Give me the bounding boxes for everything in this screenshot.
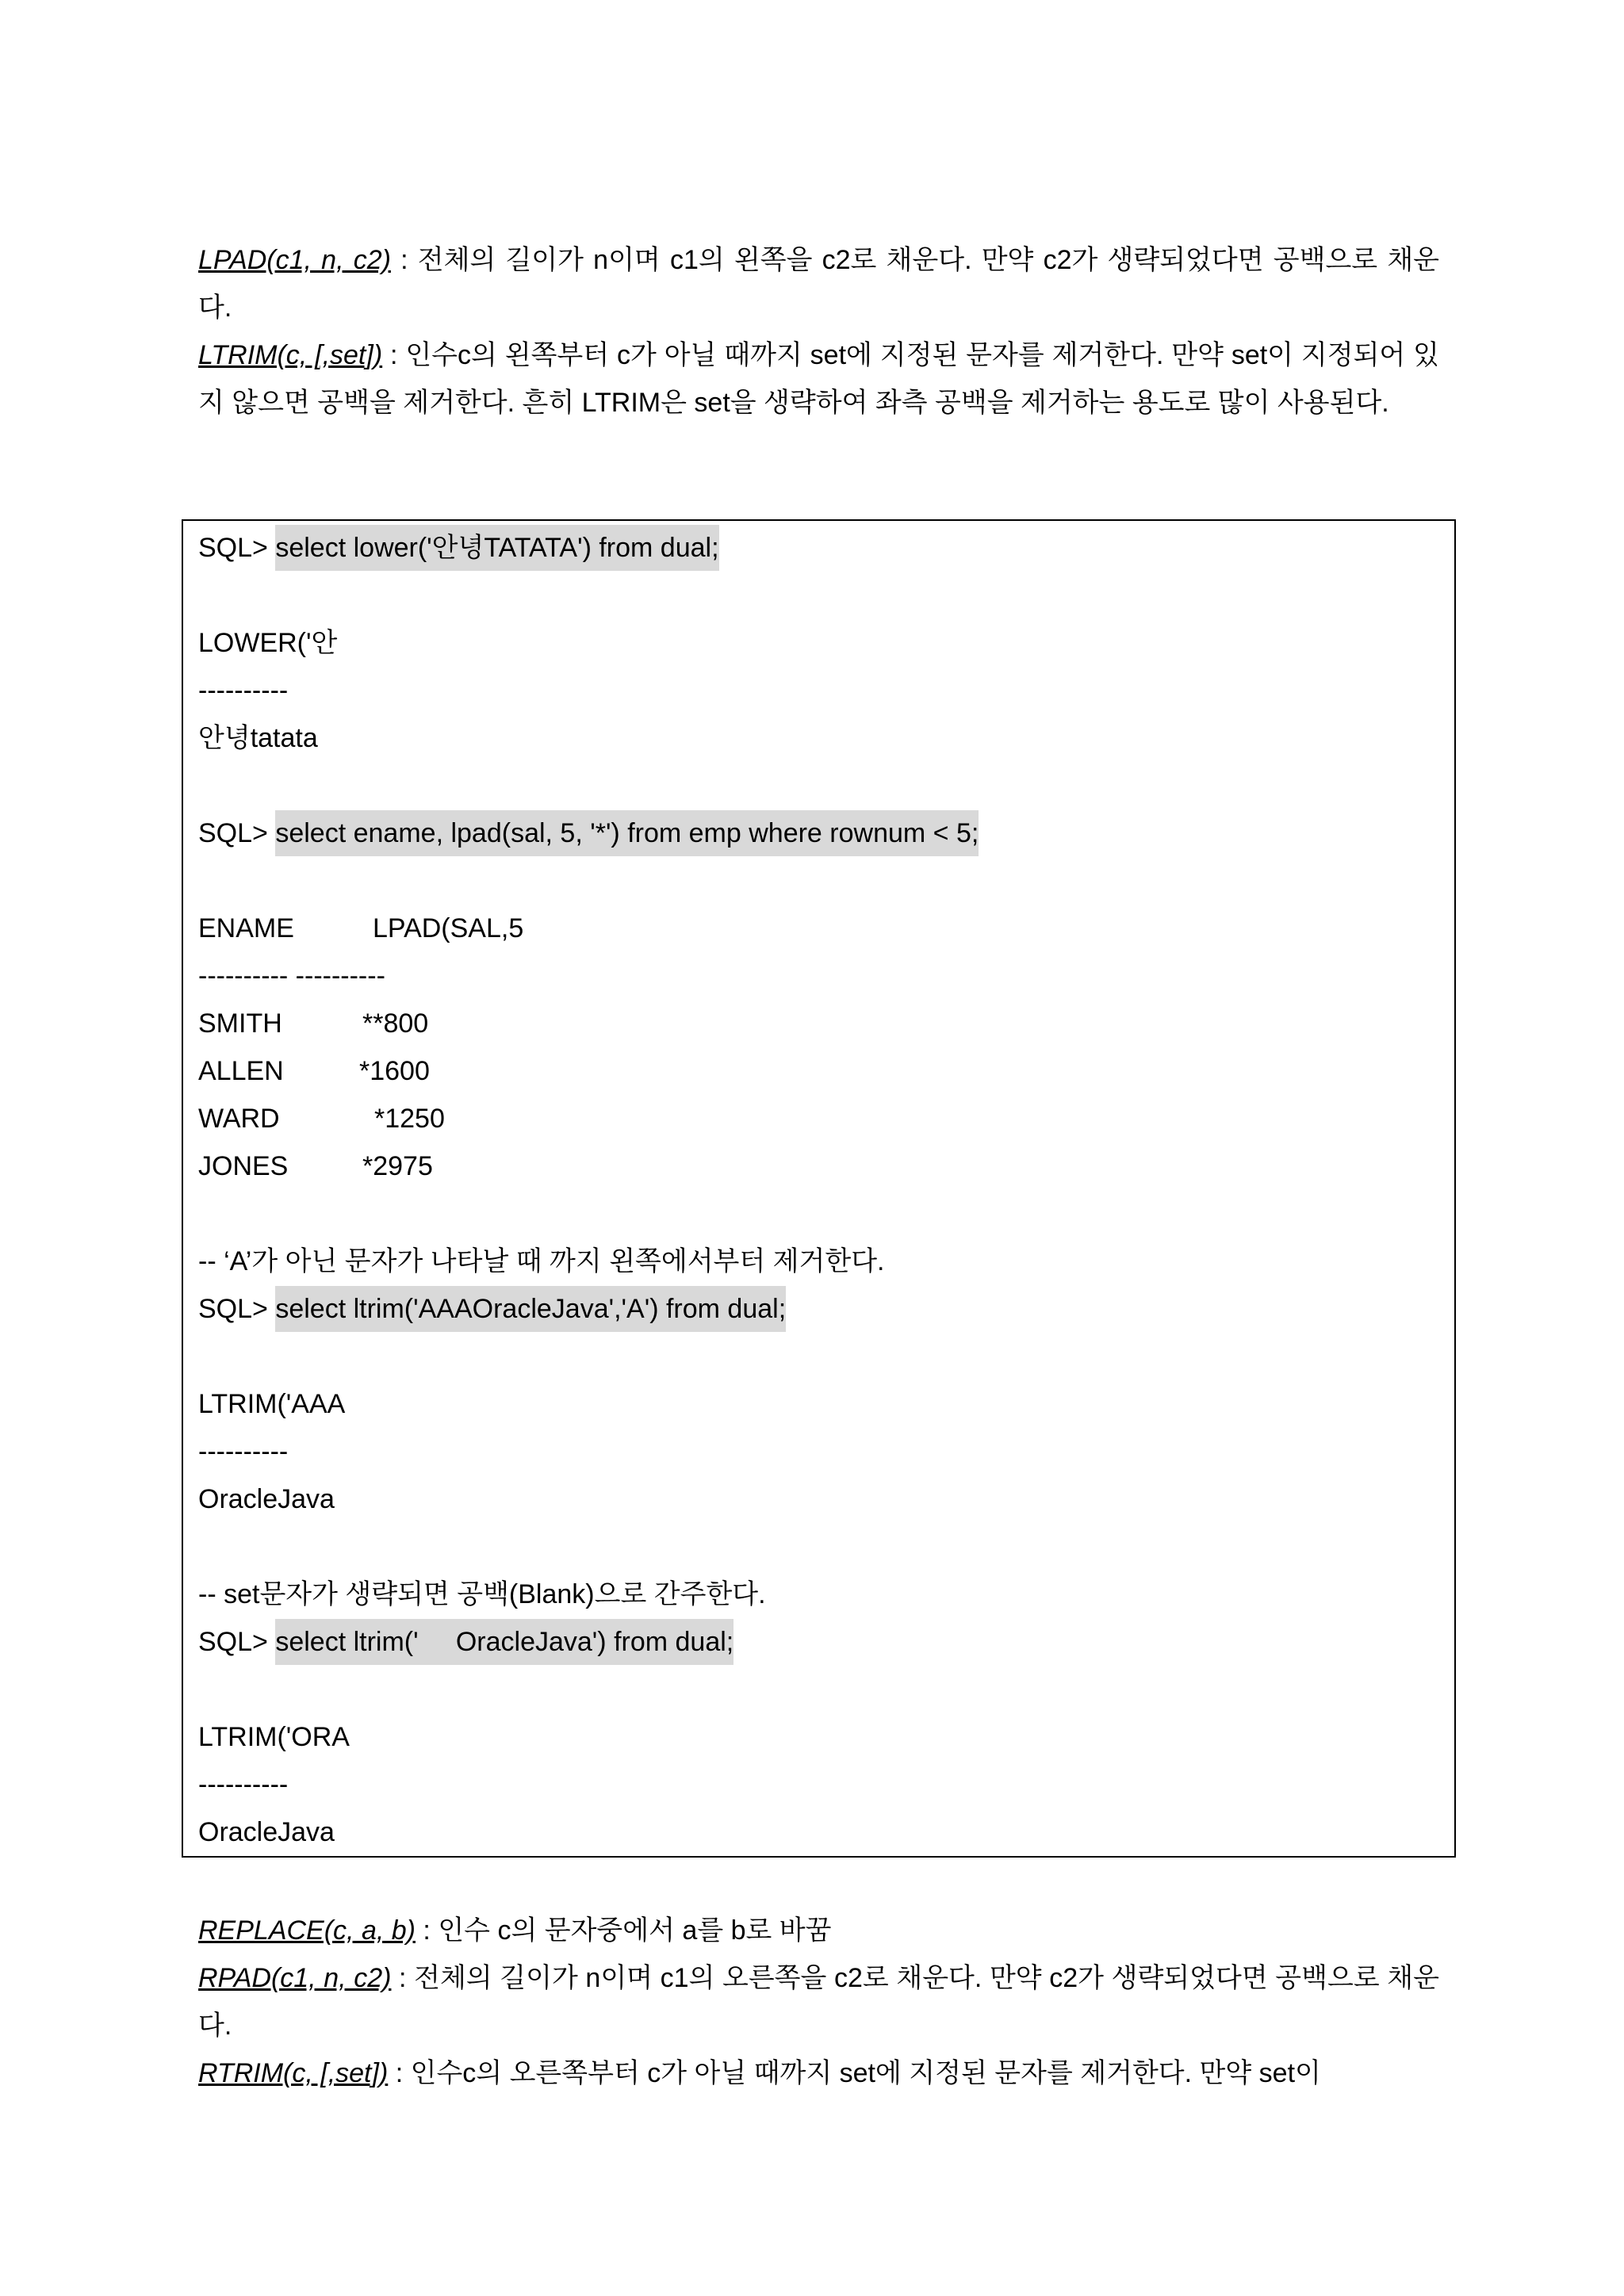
cell-ename: ALLEN [198,1056,284,1086]
rpad-description [198,1954,1439,2049]
sql-line [198,1618,1454,1666]
function-term: RTRIM(c, [,set]) [198,2058,389,2088]
function-desc: : 전체의 길이가 n이며 c1의 왼쪽을 c2로 채운다. 만약 c2가 생략되었다면 공백으로 채운다. [198,245,1440,323]
sql-command: select ltrim('AAAOracleJava','A') from dual; [275,1286,786,1332]
result-value: OracleJava [198,1484,335,1514]
table-row [198,1000,1454,1047]
result-value: OracleJava [198,1817,335,1847]
cell-lpad: *1600 [359,1056,430,1086]
sql-prompt: SQL> [198,533,276,563]
cell-ename: WARD [198,1104,280,1134]
ltrim-description [198,331,1439,427]
sql-comment: -- set문자가 생략되면 공백(Blank)으로 간주한다. [198,1579,766,1609]
sql-command: select ltrim(' OracleJava') from dual; [275,1619,733,1665]
cell-lpad: *1250 [374,1104,445,1134]
column-header-ename: ENAME [198,913,294,943]
blank-line [198,572,1454,619]
sql-example-box [182,519,1456,1858]
sql-prompt: SQL> [198,1627,276,1657]
blank-line [198,762,1454,809]
result-separator: ---------- ---------- [198,961,385,991]
function-desc: : 인수c의 왼쪽부터 c가 아닐 때까지 set에 지정된 문자를 제거한다. 만약 set이 지정되어 있지 않으면 공백을 제거한다. 흔히 LTRIM은 set을 생략하여 좌측 공백을 제거하는 용도로 많이 사용된다. [198,340,1439,418]
sql-comment: -- ‘A’가 아닌 문자가 나타날 때 까지 왼쪽에서부터 제거한다. [198,1246,885,1276]
lpad-description [198,236,1439,331]
sql-command: select ename, lpad(sal, 5, '*') from emp where rownum < 5; [275,810,979,856]
result-value: 안녕tatata [198,723,318,753]
function-term: RPAD(c1, n, c2) [198,1963,392,1993]
table-row [198,1095,1454,1142]
cell-lpad: *2975 [362,1151,433,1181]
sql-prompt: SQL> [198,1294,276,1324]
outro-section [198,1907,1439,2097]
cell-ename: JONES [198,1151,289,1181]
sql-line [198,809,1454,857]
rtrim-description [198,2049,1439,2097]
function-desc: : 인수 c의 문자중에서 a를 b로 바꿈 [415,1915,832,1946]
function-term: LTRIM(c, [,set]) [198,340,383,370]
result-separator: ---------- [198,1437,289,1467]
sql-line [198,524,1454,572]
intro-section [198,236,1439,427]
blank-line [198,1666,1454,1713]
replace-description [198,1907,1439,1954]
function-desc: : 인수c의 오른쪽부터 c가 아닐 때까지 set에 지정된 문자를 제거한다. 만약 set이 [388,2058,1321,2088]
function-term: REPLACE(c, a, b) [198,1915,416,1946]
sql-prompt: SQL> [198,818,276,848]
result-separator: ---------- [198,675,289,706]
blank-line [198,857,1454,905]
cell-lpad: **800 [362,1008,429,1039]
table-row [198,1047,1454,1095]
result-header: LTRIM('ORA [198,1722,350,1752]
cell-ename: SMITH [198,1008,282,1039]
result-separator: ---------- [198,1770,289,1800]
column-header-lpad: LPAD(SAL,5 [373,913,524,943]
blank-line [198,1523,1454,1571]
blank-line [198,1190,1454,1238]
table-row [198,1142,1454,1190]
function-desc: : 전체의 길이가 n이며 c1의 오른쪽을 c2로 채운다. 만약 c2가 생략되었다면 공백으로 채운다. [198,1963,1439,2041]
blank-line [198,1333,1454,1380]
function-term: LPAD(c1, n, c2) [198,245,391,275]
result-header [198,905,1454,952]
sql-line [198,1285,1454,1333]
sql-command: select lower('안녕TATATA') from dual; [275,525,718,571]
result-header: LTRIM('AAA [198,1389,346,1419]
result-header: LOWER('안 [198,628,338,658]
